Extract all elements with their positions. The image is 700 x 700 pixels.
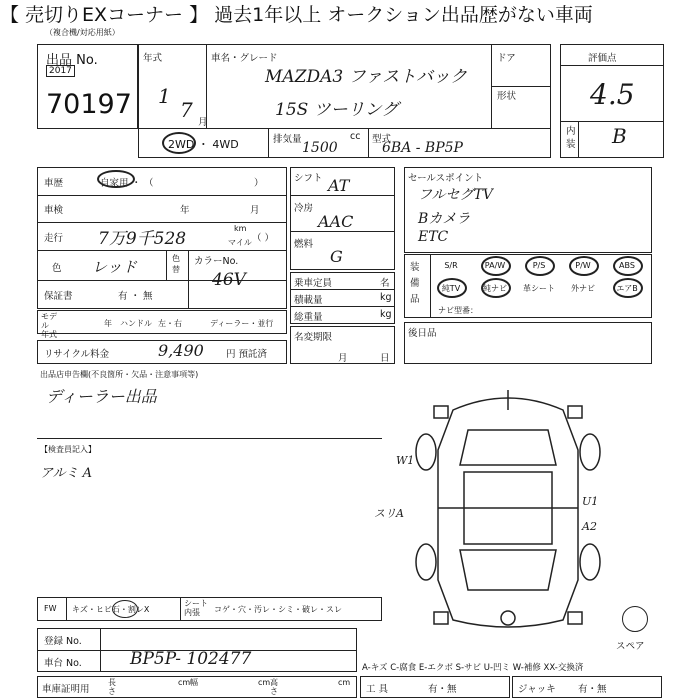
- equip-ext-navi: 外ナビ: [571, 284, 595, 293]
- certificate-cm-3: cm: [338, 678, 351, 687]
- inspection-month: 月: [250, 205, 260, 216]
- fuel-label: 燃料: [294, 239, 314, 250]
- inspector-label: 【検査員記入】: [40, 445, 96, 454]
- lot-box: [37, 44, 138, 129]
- color-code-label: カラーNo.: [194, 256, 239, 267]
- interior-label: 内装: [566, 126, 576, 150]
- recycle-label: リサイクル料金: [44, 349, 110, 360]
- equip-pw: P/W: [575, 261, 591, 270]
- rear-right-lamp: [568, 612, 582, 624]
- mark-suri-a: スリA: [374, 507, 404, 520]
- equip-leather: 革シート: [523, 284, 555, 293]
- certificate-height: 高さ: [270, 678, 278, 696]
- mileage-paren: （ ）: [252, 233, 275, 244]
- shape-label: 形状: [497, 91, 517, 102]
- certificate-width: 幅: [190, 678, 198, 687]
- mark-u1: U1: [582, 495, 599, 508]
- windshield: [460, 430, 556, 465]
- fw-circle: [112, 600, 138, 618]
- door-label: ドア: [497, 53, 516, 64]
- fw-label: FW: [44, 604, 57, 613]
- sales-line-1: フルセグTV: [418, 187, 493, 203]
- equipment-label: 装備品: [410, 262, 420, 305]
- drive-options: 2WD ・ 4WD: [168, 138, 239, 151]
- car-label: 車名・グレード: [211, 53, 278, 64]
- sales-line-3: ETC: [418, 229, 449, 245]
- legend: A-キズ C-腐食 E-エクボ S-サビ U-凹ミ W-補修 XX-交換済: [362, 663, 584, 673]
- recycle-value: 9,490: [158, 341, 204, 360]
- rear-left-wheel: [416, 544, 436, 580]
- chassis-value: BP5P- 102477: [130, 649, 252, 669]
- year-value: 1: [158, 84, 171, 108]
- displacement-label: 排気量: [273, 134, 302, 145]
- rear-right-wheel: [580, 544, 600, 580]
- cc-unit: cc: [350, 131, 361, 142]
- sales-label: セールスポイント: [408, 173, 484, 184]
- capacity-unit: 名: [380, 278, 390, 289]
- mark-a2: A2: [582, 520, 597, 533]
- history-label: 車歴: [44, 178, 64, 189]
- capacity-label: 乗車定員: [294, 278, 333, 289]
- navi-model: ナビ型番：: [438, 306, 478, 315]
- score-value: 4.5: [590, 78, 635, 111]
- tools-label: 工 具: [366, 684, 389, 695]
- equip-circle-ps: [525, 256, 555, 276]
- jack-options: 有・無: [578, 684, 607, 695]
- lot-label: 出品 No.: [46, 53, 98, 68]
- model-code-value: 6BA - BP5P: [382, 140, 463, 156]
- shift-label: シフト: [294, 173, 323, 184]
- year-stamp: 2017: [46, 65, 75, 77]
- equip-circle-airbag: [613, 278, 643, 298]
- warranty-label: 保証書: [44, 291, 73, 302]
- model-row-handle-options: 左・右: [158, 319, 182, 328]
- model-code-label: 型式: [372, 134, 392, 145]
- front-right-wheel: [580, 434, 600, 470]
- history-circle: [97, 170, 135, 188]
- name-change-day: 日: [380, 353, 390, 364]
- model-row-handle: ハンドル: [120, 319, 152, 328]
- equip-sr: S/R: [444, 261, 458, 270]
- fw-items: キズ・ヒビ石・割レX: [72, 605, 150, 614]
- equip-abs: ABS: [619, 261, 635, 270]
- ac-value: AAC: [318, 212, 354, 231]
- color-swap-label: 色替: [172, 254, 180, 274]
- history-close: ）: [254, 178, 264, 189]
- front-right-lamp: [568, 406, 582, 418]
- equip-circle-paw: [481, 256, 511, 276]
- ac-label: 冷房: [294, 203, 314, 214]
- banner-title: 【 売切りEXコーナー 】 過去1年以上 オークション出品歴がない車両: [0, 4, 593, 26]
- certificate-cm-1: cm: [178, 678, 191, 687]
- model-row-dealer: ディーラー・並行: [210, 319, 274, 328]
- month-value: 7: [180, 98, 193, 122]
- weight-label: 総重量: [294, 312, 323, 323]
- mileage-label: 走行: [44, 233, 64, 244]
- drive-circle: [162, 132, 196, 154]
- equip-circle-tv: [437, 278, 467, 298]
- fw-sheet: シート 内張: [184, 599, 208, 617]
- inspection-year: 年: [180, 205, 190, 216]
- load-label: 積載量: [294, 295, 323, 306]
- sales-line-2: Bカメラ: [418, 211, 471, 227]
- color-code-value: 46V: [212, 270, 246, 290]
- equip-circle-navi: [481, 278, 511, 298]
- weight-unit: kg: [380, 309, 392, 320]
- declaration-label: 出品店申告欄(不良箇所・欠品・注意事項等): [40, 370, 199, 379]
- rear-left-lamp: [434, 612, 448, 624]
- certificate-length: 長さ: [108, 678, 116, 696]
- equip-tv: 純TV: [441, 284, 461, 293]
- registration-label: 登録 No.: [44, 636, 82, 647]
- score-label: 評価点: [588, 53, 617, 64]
- fw-items-2: コゲ・穴・汚レ・シミ・破レ・スレ: [214, 605, 342, 614]
- corner-note: （複合機/対応用紙）: [45, 28, 120, 37]
- aftersale-box: [404, 322, 652, 364]
- interior-value: B: [612, 124, 627, 148]
- equip-airbag: エアB: [616, 284, 638, 293]
- jack-label: ジャッキ: [518, 684, 556, 695]
- history-options: 自家用 ・ （: [100, 178, 154, 189]
- rear-emblem: [501, 611, 515, 625]
- equip-navi: 純ナビ: [483, 284, 507, 293]
- car-diagram: [398, 390, 618, 630]
- car-name: MAZDA3 ファストバック: [265, 67, 467, 87]
- displacement-value: 1500: [302, 140, 338, 156]
- mark-w1: W1: [396, 454, 415, 467]
- equip-paw: PA/W: [484, 261, 506, 270]
- aftersale-label: 後日品: [408, 328, 437, 339]
- front-left-wheel: [416, 434, 436, 470]
- certificate-cm-2: cm: [258, 678, 271, 687]
- equip-ps: P/S: [532, 261, 546, 270]
- chassis-label: 車台 No.: [44, 658, 82, 669]
- certificate-label: 車庫証明用: [42, 684, 90, 695]
- model-row-model: モデル 年式: [41, 312, 57, 339]
- car-grade: 15S ツーリング: [275, 100, 399, 120]
- load-unit: kg: [380, 292, 392, 303]
- fuel-value: G: [330, 247, 343, 266]
- inspector-text: アルミ A: [40, 466, 93, 481]
- month-unit: 月: [198, 117, 208, 128]
- equip-circle-pw: [569, 256, 599, 276]
- warranty-options: 有 ・ 無: [118, 291, 153, 302]
- name-change-month: 月: [338, 353, 348, 364]
- shift-value: AT: [328, 176, 350, 195]
- name-change-label: 名変期限: [294, 332, 333, 343]
- tools-options: 有・無: [428, 684, 457, 695]
- year-label: 年式: [143, 53, 163, 64]
- lot-number: 70197: [46, 89, 132, 120]
- car-outline: [438, 398, 578, 627]
- declaration-text: ディーラー出品: [46, 387, 157, 406]
- front-left-lamp: [434, 406, 448, 418]
- model-row-year-unit: 年: [104, 319, 112, 328]
- mileage-km: km: [234, 224, 247, 233]
- spare-icon: [622, 606, 648, 632]
- color-label: 色: [52, 263, 62, 274]
- mileage-value: 7万9千528: [98, 229, 187, 249]
- rear-window: [460, 550, 556, 590]
- spare-label: スペア: [616, 641, 645, 652]
- color-value: レッド: [92, 258, 137, 276]
- mileage-mile: マイル: [228, 238, 252, 247]
- recycle-unit: 円 預託済: [226, 349, 268, 360]
- equip-circle-abs: [613, 256, 643, 276]
- inspection-label: 車検: [44, 205, 64, 216]
